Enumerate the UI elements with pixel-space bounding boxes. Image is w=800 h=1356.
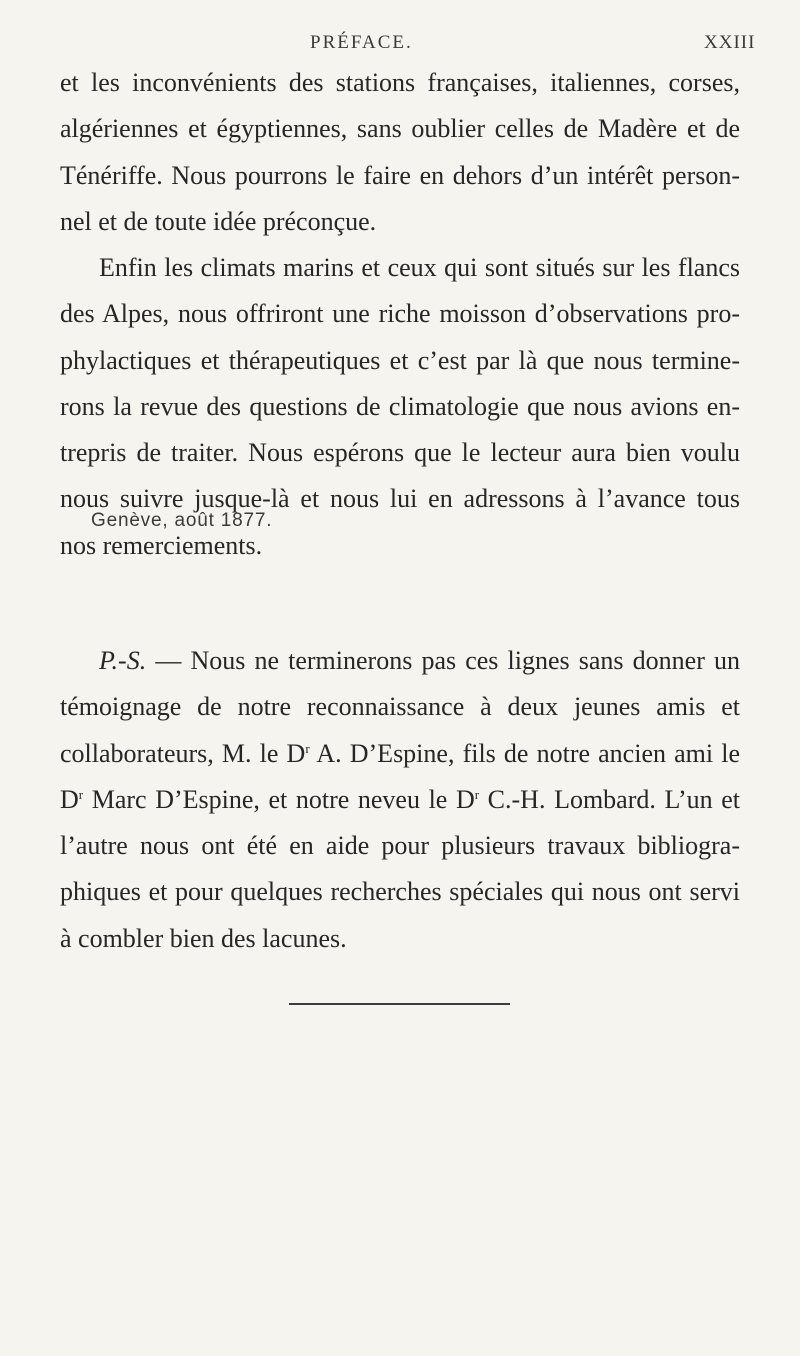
text-line: Ténériffe. Nous pourrons le faire en dehors d’un intérêt person-: [60, 160, 740, 190]
text-line: nous suivre jusque-là et nous lui en adressons à l’avance tous: [60, 484, 740, 514]
superscript: r: [305, 740, 310, 756]
text-line: Enfin les climats marins et ceux qui sont situés sur les flancs: [99, 253, 740, 282]
text-line: rons la revue des questions de climatologie que nous avions en-: [60, 391, 740, 421]
text-line: [60, 777, 740, 823]
text-line: phylactiques et thérapeutiques et c’est par là que nous termine-: [60, 345, 740, 375]
text-fragment: C.-H. Lombard. L’un et: [479, 784, 740, 814]
superscript: r: [474, 786, 480, 802]
text-line: algériennes et égyptiennes, sans oublier celles de Madère et de: [60, 114, 740, 144]
running-head: [0, 28, 800, 58]
text-line: [60, 638, 740, 684]
paragraph-stations: [60, 60, 740, 245]
text-fragment: — Nous ne terminerons pas ces lignes sans donner un: [146, 646, 740, 675]
text-fragment: A. D’Espine, fils de notre ancien ami le: [309, 738, 740, 768]
postscript-label: P.-S.: [99, 646, 147, 675]
text-line: trepris de traiter. Nous espérons que le lecteur aura bien voulu: [60, 438, 740, 468]
text-fragment: Marc D’Espine, et notre neveu le D: [83, 784, 475, 814]
superscript: r: [78, 786, 84, 802]
page-number: XXIII: [704, 32, 756, 53]
text-line: témoignage de notre reconnaissance à deux jeunes amis et: [60, 692, 740, 722]
text-line: et les inconvénients des stations françaises, italiennes, corses,: [60, 68, 740, 97]
text-fragment: collaborateurs, M. le D: [60, 738, 306, 768]
end-rule: [289, 1003, 510, 1005]
text-line: phiques et pour quelques recherches spéciales qui nous ont servi: [60, 877, 740, 907]
text-line: nos remerciements.: [60, 530, 263, 560]
postscript: [60, 638, 740, 962]
signature-place-date: Genève, août 1877.: [91, 510, 273, 531]
text-fragment: D: [60, 784, 79, 814]
text-line: à combler bien des lacunes.: [60, 923, 347, 953]
text-line: [60, 731, 740, 777]
running-title: PRÉFACE.: [310, 32, 413, 53]
text-line: l’autre nous ont été en aide pour plusieurs travaux bibliogra-: [60, 831, 740, 861]
text-line: nel et de toute idée préconçue.: [60, 206, 377, 236]
text-line: des Alpes, nous offriront une riche moisson d’observations pro-: [60, 299, 740, 329]
